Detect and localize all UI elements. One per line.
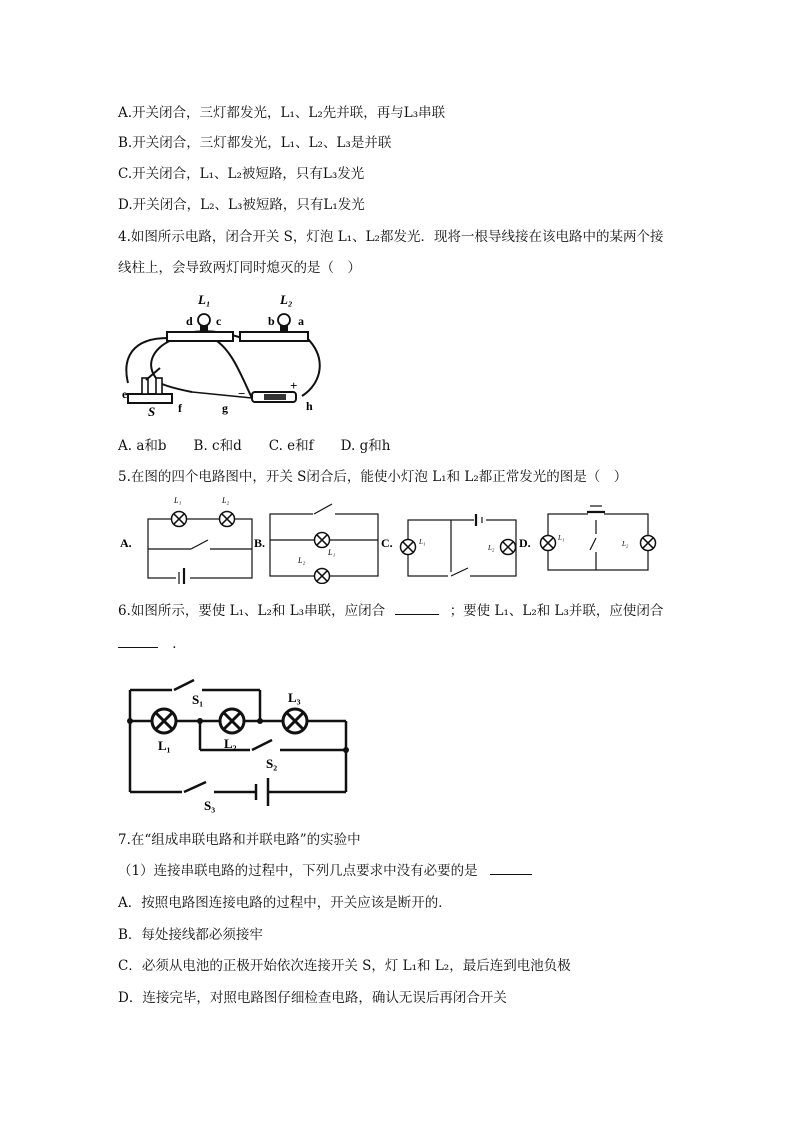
q6-blank-series[interactable]	[395, 602, 439, 615]
q3-option-b: B.开关闭合，三灯都发光，L₁、L₂、L₃是并联	[118, 135, 392, 151]
q6-label-l2: L₂	[224, 736, 237, 751]
label-d: d	[186, 314, 193, 328]
q7-option-d: D．连接完毕，对照电路图仔细检查电路，确认无误后再闭合开关	[118, 990, 507, 1006]
q5-figure-b	[254, 504, 378, 584]
q6-label-s1: S₁	[192, 692, 204, 707]
q5d-l2: L₂	[622, 540, 629, 548]
lamp-l2-base	[240, 332, 308, 341]
q5c-l1: L₁	[419, 538, 426, 546]
label-b: b	[268, 314, 275, 328]
label-l2: L₂	[280, 292, 293, 307]
q7-blank-1[interactable]	[490, 862, 532, 875]
label-c: c	[216, 314, 222, 328]
q5c-l2: L₂	[488, 544, 495, 552]
q7-sub1	[118, 862, 532, 880]
label-plus: +	[290, 378, 298, 393]
q5-label-c: C.	[381, 536, 393, 550]
q5b-l1: L₁	[328, 548, 336, 557]
label-h: h	[306, 399, 313, 413]
q6-stem-line2	[118, 635, 186, 653]
q5-figure-d	[519, 506, 656, 570]
q6-label-l1: L₁	[158, 738, 171, 753]
q6-label-s3: S₃	[204, 798, 216, 813]
label-minus: −	[238, 386, 246, 401]
switch-s-base	[128, 394, 172, 403]
lamp-l2-bulb	[278, 314, 290, 326]
lamp-l1-base	[167, 332, 233, 341]
q4-stem-line2: 线柱上，会导致两灯同时熄灭的是（ ）	[118, 260, 361, 276]
q7-option-c: C．必须从电池的正极开始依次连接开关 S，灯 L₁和 L₂，最后连到电池负极	[118, 958, 571, 974]
q3-option-a: A.开关闭合，三灯都发光，L₁、L₂先并联，再与L₃串联	[118, 105, 446, 121]
q6-blank-parallel[interactable]	[118, 635, 158, 648]
q5a-l2: L₂	[222, 496, 230, 505]
q5a-l1: L₁	[174, 496, 182, 505]
q6-lamp-l2	[220, 709, 244, 733]
q6-stem-line1	[118, 602, 663, 620]
q7-sub1-text: （1）连接串联电路的过程中，下列几点要求中没有必要的是	[118, 863, 478, 879]
q5-figure-c	[381, 514, 516, 580]
label-f: f	[178, 401, 182, 415]
q6-lamp-l1	[152, 709, 176, 733]
q5-label-d: D.	[519, 536, 531, 550]
q6-text-b: ；要使 L₁、L₂和 L₃并联，应使闭合	[449, 603, 664, 619]
q7-option-b: B．每处接线都必须接牢	[118, 927, 263, 943]
q5b-l2: L₂	[298, 556, 306, 565]
q3-option-c: C.开关闭合，L₁、L₂被短路，只有L₃发光	[118, 166, 365, 182]
q6-text-end: ．	[172, 636, 186, 652]
q6-label-s2: S₂	[266, 756, 278, 771]
q5-circuit-figures	[118, 492, 664, 584]
q5d-l1: L₁	[558, 534, 565, 542]
q6-circuit-figure	[118, 664, 358, 814]
q5-figure-a	[120, 496, 252, 584]
q6-label-l3: L₃	[288, 690, 301, 705]
q5-label-a: A.	[120, 536, 132, 550]
q6-lamp-l3	[283, 709, 307, 733]
q5-stem: 5.在图的四个电路图中，开关 S闭合后，能使小灯泡 L₁和 L₂都正常发光的图是（ ）	[118, 469, 628, 485]
label-l1: L₁	[198, 292, 211, 307]
q5-label-b: B.	[254, 536, 266, 550]
label-a: a	[298, 314, 304, 328]
q7-option-a: A．按照电路图连接电路的过程中，开关应该是断开的．	[118, 895, 452, 911]
lamp-l1-bulb	[198, 314, 210, 326]
label-g: g	[222, 401, 228, 415]
label-e: e	[122, 387, 128, 401]
q4-stem-line1: 4.如图所示电路，闭合开关 S，灯泡 L₁、L₂都发光．现将一根导线接在该电路中的某两个接	[118, 229, 664, 245]
q4-options: A. a和b B. c和d C. e和f D. g和h	[118, 438, 391, 454]
q7-title: 7.在“组成串联电路和并联电路”的实验中	[118, 832, 361, 848]
q6-text-a: 6.如图所示，要使 L₁、L₂和 L₃串联，应闭合	[118, 603, 386, 619]
q3-option-d: D.开关闭合，L₂、L₃被短路，只有L₁发光	[118, 197, 365, 213]
label-s: S	[148, 404, 156, 418]
q4-circuit-figure	[112, 288, 328, 418]
